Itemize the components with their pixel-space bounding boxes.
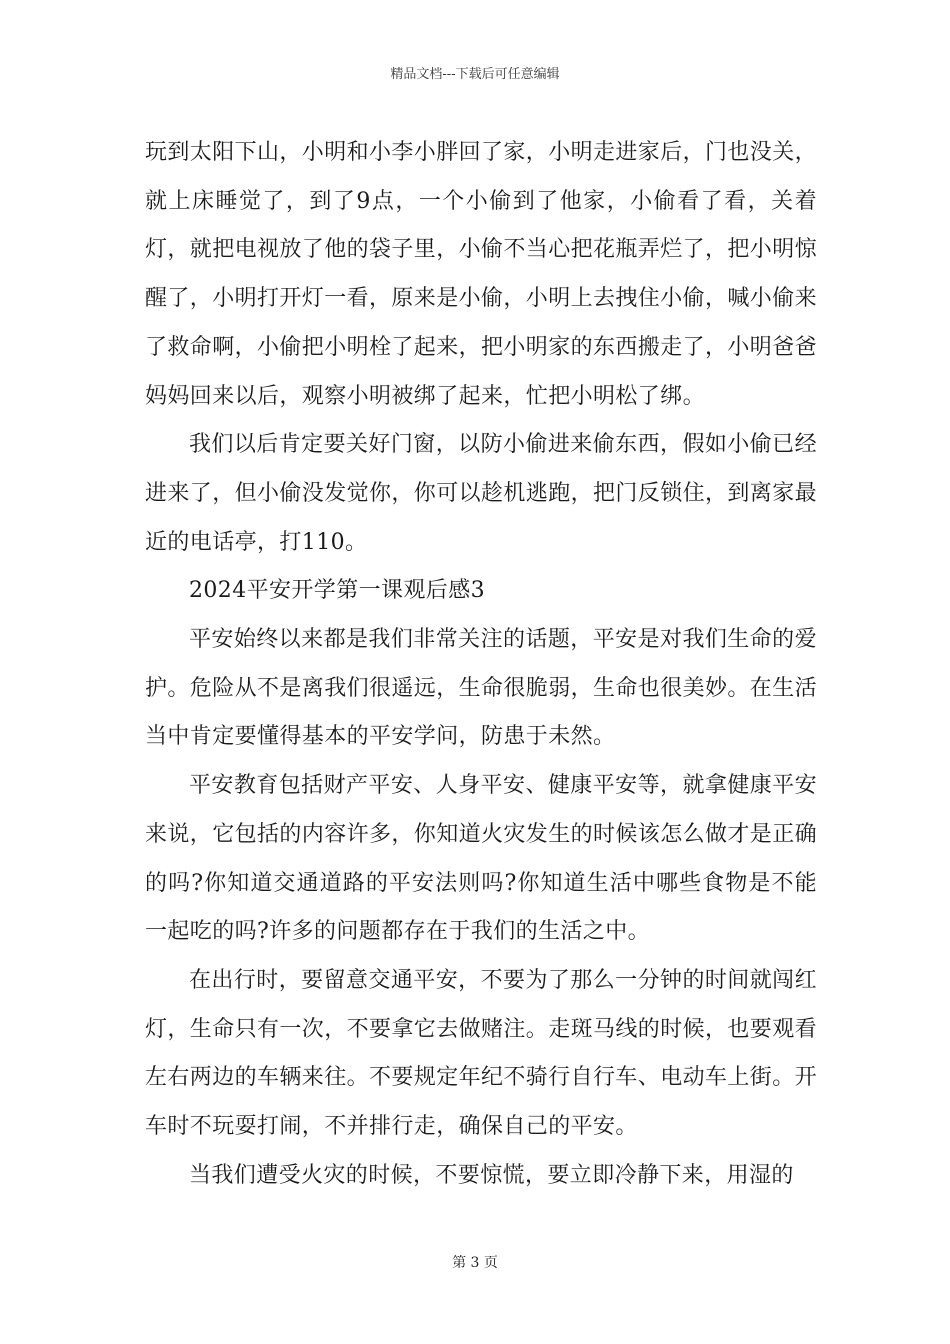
page-number: 第 3 页: [452, 1255, 498, 1271]
paragraph-safety-intro: 平安始终以来都是我们非常关注的话题，平安是对我们生命的爱护。危险从不是离我们很遥远，生命很脆弱，生命也很美妙。在生活当中肯定要懂得基本的平安学问，防患于未然。: [145, 627, 818, 750]
paragraph-traffic-safety: 在出行时，要留意交通平安，不要为了那么一分钟的时间就闯红灯，生命只有一次，不要拿它去做赌注。走斑马线的时候，也要观看左右两边的车辆来往。不要规定年纪不骑行自行车、电动车上街。开车时不玩耍打闹，不并排行走，确保自己的平安。: [145, 967, 818, 1140]
paragraph-fire-safety: 当我们遭受火灾的时候，不要惊慌，要立即冷静下来，用湿的: [189, 1162, 794, 1188]
document-body: [145, 129, 817, 1200]
paragraph-story-continuation: 玩到太阳下山，小明和小李小胖回了家，小明走进家后，门也没关，就上床睡觉了，到了9点，一个小偷到了他家，小偷看了看，关着灯，就把电视放了他的袋子里，小偷不当心把花瓶弄烂了，把小明惊醒了，小明打开灯一看，原来是小偷，小明上去拽住小偷，喊小偷来了救命啊，小偷把小明栓了起来，把小明家的东西搬走了，小明爸爸妈妈回来以后，观察小明被绑了起来，忙把小明松了绑。: [145, 140, 818, 409]
section-heading: 2024平安开学第一课观后感3: [189, 578, 485, 604]
paragraph-safety-education: 平安教育包括财产平安、人身平安、健康平安等，就拿健康平安来说，它包括的内容许多，你知道火灾发生的时候该怎么做才是正确的吗?你知道交通道路的平安法则吗?你知道生活中哪些食物是不能一起吃的吗?许多的问题都存在于我们的生活之中。: [145, 773, 818, 945]
page-header: 精品文档---下载后可任意编辑: [390, 67, 560, 82]
paragraph-safety-advice: 我们以后肯定要关好门窗，以防小偷进来偷东西，假如小偷已经进来了，但小偷没发觉你，你可以趁机逃跑，把门反锁住，到离家最近的电话亭，打110。: [145, 432, 818, 555]
